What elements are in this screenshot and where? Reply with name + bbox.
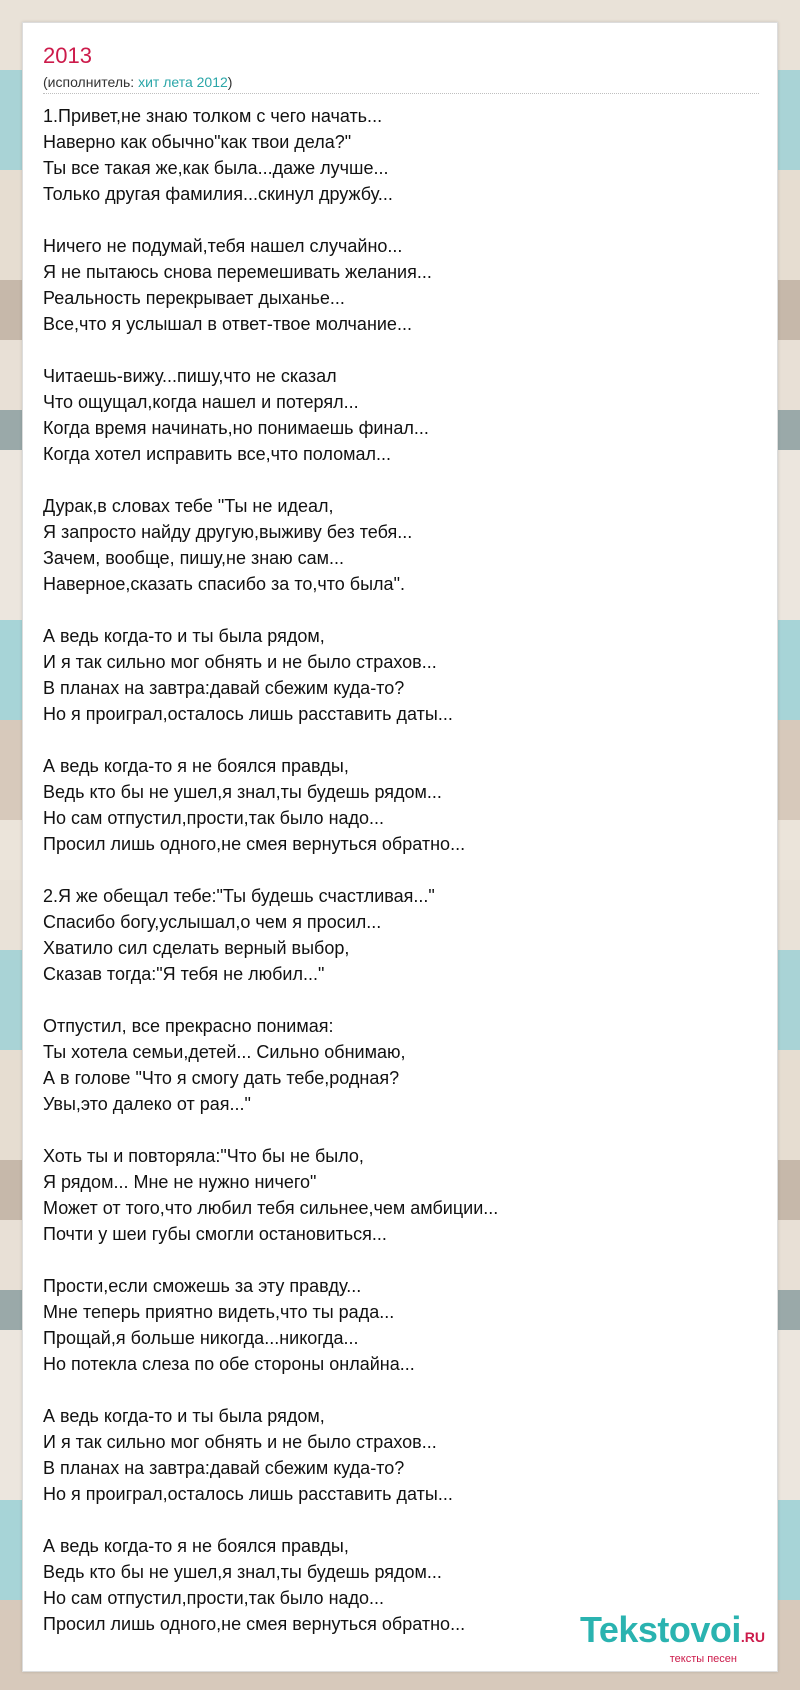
lyric-line: В планах на завтра:давай сбежим куда-то? bbox=[43, 1458, 405, 1478]
logo-tagline: тексты песен bbox=[669, 1653, 737, 1665]
lyric-line: А ведь когда-то я не боялся правды, bbox=[43, 756, 349, 776]
stanza-gap bbox=[43, 1247, 743, 1273]
lyric-line: Почти у шеи губы смогли остановиться... bbox=[43, 1224, 387, 1244]
lyric-line: И я так сильно мог обнять и не было страхов... bbox=[43, 652, 437, 672]
stanza-gap bbox=[43, 987, 743, 1013]
lyric-line: А ведь когда-то и ты была рядом, bbox=[43, 626, 325, 646]
lyric-line: Что ощущал,когда нашел и потерял... bbox=[43, 392, 359, 412]
lyric-line: Отпустил, все прекрасно понимая: bbox=[43, 1016, 334, 1036]
lyric-line: Просил лишь одного,не смея вернуться обратно... bbox=[43, 834, 466, 854]
lyric-line: Прощай,я больше никогда...никогда... bbox=[43, 1328, 359, 1348]
lyric-line: Ведь кто бы не ушел,я знал,ты будешь рядом... bbox=[43, 1562, 442, 1582]
lyric-line: Но потекла слеза по обе стороны онлайна... bbox=[43, 1354, 415, 1374]
lyric-line: И я так сильно мог обнять и не было страхов... bbox=[43, 1432, 437, 1452]
lyric-line: В планах на завтра:давай сбежим куда-то? bbox=[43, 678, 405, 698]
lyric-line: Я рядом... Мне не нужно ничего" bbox=[43, 1172, 317, 1192]
lyrics-card bbox=[22, 22, 778, 1672]
lyric-line: Ты хотела семьи,детей... Сильно обнимаю, bbox=[43, 1042, 406, 1062]
lyric-line: А в голове "Что я смогу дать тебе,родная? bbox=[43, 1068, 400, 1088]
lyric-line: Но сам отпустил,прости,так было надо... bbox=[43, 808, 385, 828]
lyric-line: 1.Привет,не знаю толком с чего начать... bbox=[43, 106, 383, 126]
lyric-line: Только другая фамилия...скинул дружбу... bbox=[43, 184, 393, 204]
lyric-line: Читаешь-вижу...пишу,что не сказал bbox=[43, 366, 337, 386]
stanza-gap bbox=[43, 1117, 743, 1143]
stanza-gap bbox=[43, 467, 743, 493]
lyric-line: Но я проиграл,осталось лишь расставить даты... bbox=[43, 704, 453, 724]
site-logo[interactable] bbox=[580, 1609, 765, 1665]
lyric-line: Я запросто найду другую,выживу без тебя... bbox=[43, 522, 413, 542]
lyric-line: Когда хотел исправить все,что поломал... bbox=[43, 444, 391, 464]
lyric-line: А ведь когда-то я не боялся правды, bbox=[43, 1536, 349, 1556]
lyric-line: Увы,это далеко от рая..." bbox=[43, 1094, 251, 1114]
lyric-line: 2.Я же обещал тебе:"Ты будешь счастливая..." bbox=[43, 886, 435, 906]
performer-suffix: ) bbox=[227, 74, 233, 90]
stanza-gap bbox=[43, 207, 743, 233]
lyric-line: Все,что я услышал в ответ-твое молчание... bbox=[43, 314, 412, 334]
lyric-line: Но я проиграл,осталось лишь расставить даты... bbox=[43, 1484, 453, 1504]
performer-link[interactable]: хит лета 2012 bbox=[138, 74, 228, 90]
lyric-line: Сказав тогда:"Я тебя не любил..." bbox=[43, 964, 325, 984]
stanza-gap bbox=[43, 1507, 743, 1533]
lyric-line: Наверное,сказать спасибо за то,что была". bbox=[43, 574, 405, 594]
lyric-line: Когда время начинать,но понимаешь финал... bbox=[43, 418, 429, 438]
lyric-line: Хватило сил сделать верный выбор, bbox=[43, 938, 350, 958]
stanza-gap bbox=[43, 727, 743, 753]
stanza-gap bbox=[43, 1377, 743, 1403]
lyric-line: Реальность перекрывает дыханье... bbox=[43, 288, 345, 308]
lyric-line: Просил лишь одного,не смея вернуться обратно... bbox=[43, 1614, 466, 1634]
lyrics-text bbox=[43, 103, 743, 1637]
lyric-line: Мне теперь приятно видеть,что ты рада... bbox=[43, 1302, 395, 1322]
lyric-line: Прости,если сможешь за эту правду... bbox=[43, 1276, 362, 1296]
lyric-line: Ты все такая же,как была...даже лучше... bbox=[43, 158, 389, 178]
lyric-line: Но сам отпустил,прости,так было надо... bbox=[43, 1588, 385, 1608]
header-divider bbox=[43, 93, 759, 94]
lyric-line: Я не пытаюсь снова перемешивать желания... bbox=[43, 262, 432, 282]
stanza-gap bbox=[43, 857, 743, 883]
stanza-gap bbox=[43, 337, 743, 363]
performer-line bbox=[43, 73, 232, 91]
lyric-line: Дурак,в словах тебе "Ты не идеал, bbox=[43, 496, 334, 516]
logo-name: Tekstovoi bbox=[580, 1609, 741, 1650]
lyric-line: Ничего не подумай,тебя нашел случайно... bbox=[43, 236, 403, 256]
lyric-line: Зачем, вообще, пишу,не знаю сам... bbox=[43, 548, 345, 568]
lyric-line: Может от того,что любил тебя сильнее,чем амбиции... bbox=[43, 1198, 499, 1218]
lyric-line: А ведь когда-то и ты была рядом, bbox=[43, 1406, 325, 1426]
lyric-line: Хоть ты и повторяла:"Что бы не было, bbox=[43, 1146, 364, 1166]
lyric-line: Ведь кто бы не ушел,я знал,ты будешь рядом... bbox=[43, 782, 442, 802]
logo-tld: .RU bbox=[740, 1629, 765, 1645]
stanza-gap bbox=[43, 597, 743, 623]
song-title: 2013 bbox=[43, 43, 92, 68]
lyric-line: Спасибо богу,услышал,о чем я просил... bbox=[43, 912, 382, 932]
performer-prefix: (исполнитель: bbox=[43, 74, 139, 90]
lyric-line: Наверно как обычно"как твои дела?" bbox=[43, 132, 352, 152]
